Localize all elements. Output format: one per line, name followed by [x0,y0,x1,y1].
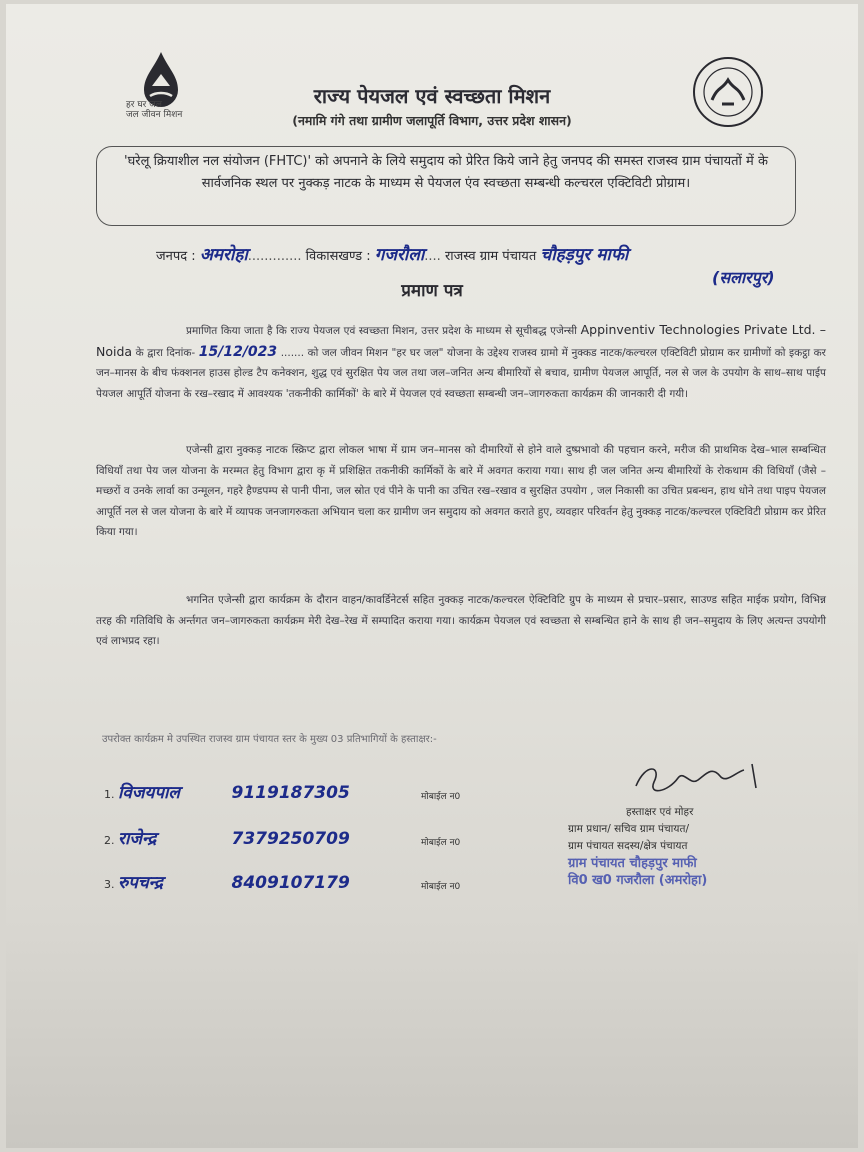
participant-row: 2. राजेन्द्र 7379250709 मोबाईल न0 [104,829,461,849]
participants-label: उपरोक्त कार्यक्रम मे उपस्थित राजस्व ग्राम पंचायत स्तर के मुख्य 03 प्रतिभागियों के हस्ताक्षर:- [102,734,437,745]
paragraph-1: प्रमाणित किया जाता है कि राज्य पेयजल एवं स्वच्छता मिशन, उत्तर प्रदेश के माध्यम से सूचीबद्ध एजेन्सी Appinventiv Technologies Private Ltd. – Noida के द्वारा दिनांक- 15/12/023 ....... को जल जीवन मिशन "हर घर जल" योजना के उद्देश्य राजस्व ग्रामो में नुक्कड नाटक/कल्चरल एक्टिविटी प्रोग्राम कर ग्रामीणों को इकट्ठा कर जन–मानस के बीच फंक्शनल हाउस होल्ड टैप कनेक्शन, शुद्ध एवं सुरक्षित पेय जल तथा जल–जनित अन्य बीमारियों से बचाव, ग्रामीण पेयजल आपूर्ति, नल से जल के उपयोग के साथ–साथ पाईप पेयजल आपूर्ति योजना के रख–रखाद में आवश्यक 'तकनीकी कार्मिकों' के बारे में पेयजल एवं स्वच्छता सम्बन्धी जन–जागरुकता कार्यक्रम की जानकारी दी गयी। [96,322,826,400]
panchayat-value: चौहड़पुर माफी [540,245,629,265]
panchayat-stamp: वि0 ख0 गजरौला (अमरोहा) [568,873,708,888]
official-signature [628,756,778,806]
paragraph-3: भगनित एजेन्सी द्वारा कार्यक्रम के दौरान वाहन/कावर्डिनेटर्स सहित नुक्कड़ नाटक/कल्चरल ऐक्टिविटि ग्रुप के माध्यम से प्रचार–प्रसार, साउण्ड सहित माईक प्रयोग, विभिन्न तरह की गतिविधि के अर्न्तगत जन–जागरुकता कार्यक्रम मेरी देख–रेख में सम्पादित कराया गया। कार्यक्रम पेयजल एवं स्वच्छता से सम्बन्धित हाने के साथ ही जन–समुदाय के लिए अत्यन्त उपयोगी एवं लाभप्रद रहा। [96,594,826,647]
block-value: गजरौला [374,245,425,265]
panchayat-stamp: ग्राम पंचायत चौहड़पुर माफी [568,856,697,871]
participant-row: 3. रुपचन्द्र 8409107179 मोबाईल न0 [104,873,461,893]
logo-caption: हर घर जल जल जीवन मिशन [126,100,183,120]
up-government-seal [692,56,764,128]
certificate-title: प्रमाण पत्र [401,281,463,301]
paragraph-2: एजेन्सी द्वारा नुक्कड़ नाटक स्क्रिप्ट द्वारा लोकल भाषा में ग्राम जन–मानस को दीमारियों से होने वाले दुष्प्रभावो की पहचान करने, मरीज की प्राथमिक देख–भाल सम्बन्धित विधियाँ तथा पेय जल योजना के मरम्मत हेतु विभाग द्वारा कृ में प्रशिक्षित तकनीकी कार्मिकों के बारे में अवगत कराया गया। साथ ही जल जनित अन्य बीमारियों के रोकथाम की विधियाँ (जैसे –मच्छरों व उनके लार्वा का उन्मूलन, गहरे हैण्डपम्प से पानी पीना, जल स्रोत एवं पीने के पानी का उचित रख–रखाव व सुरक्षित उपयोग , जल निकासी का उचित प्रबन्धन, हाथ धोने तथा पाइप पेयजल आपूर्ति नल से जल योजना के बारे में व्यापक जनजागरुकता अभियान चला कर ग्रामीण जन समुदाय को अवगत कराते हुए, व्यवहार परिवर्तन हेतु नुक्कड़ नाटक/कल्चरल एक्टिविटी प्रोग्राम कर प्रेरित किया गया। [96,444,826,538]
program-heading-box [96,146,796,226]
document-page [6,4,858,1148]
panchayat-value-2: (सलारपुर) [712,268,775,287]
department-subtitle: (नमामि गंगे तथा ग्रामीण जलापूर्ति विभाग, उत्तर प्रदेश शासन) [292,113,572,128]
district-value: अमरोहा [199,245,248,265]
program-date: 15/12/023 [198,343,278,360]
location-row: जनपद : अमरोहा............. विकासखण्ड : गजरौला.... राजस्व ग्राम पंचायत चौहड़पुर माफी [156,245,629,265]
program-heading-text: 'घरेलू क्रियाशील नल संयोजन (FHTC)' को अपनाने के लिये समुदाय को प्रेरित किये जाने हेतु जनपद की समस्त राजस्व ग्राम पंचायतों में के सार्वजनिक स्थल पर नुक्कड़ नाटक के माध्यम से पेयजल एंव स्वच्छता सम्बन्धी कल्चरल एक्टिविटी प्रोग्राम। [124,154,768,191]
participant-row: 1. विजयपाल 9119187305 मोबाईल न0 [104,783,461,803]
signing-authority-block: हस्ताक्षर एवं मोहर ग्राम प्रधान/ सचिव ग्राम पंचायत/ ग्राम पंचायत सदस्य/क्षेत्र पंचायत ग्राम पंचायत चौहड़पुर माफी वि0 ख0 गजरौला (अमरोहा) [568,804,828,889]
mission-title: राज्य पेयजल एवं स्वच्छता मिशन [313,84,551,108]
